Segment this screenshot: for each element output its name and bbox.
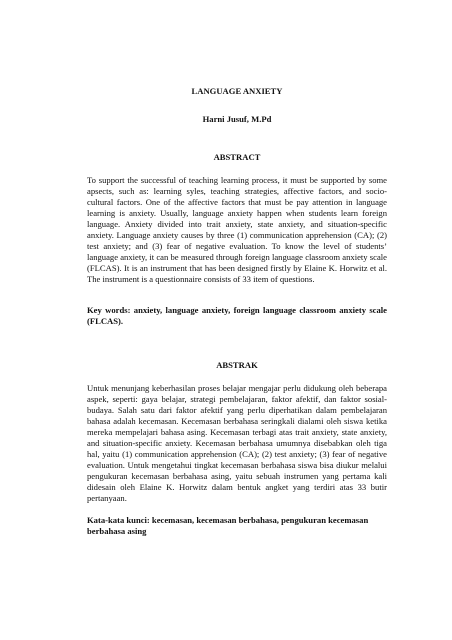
abstract-body: To support the successful of teaching learning process, it must be supported by some apsects, such as: learning syles, teaching strategies, affective factors, and socio-cultural factors. One of the affective factors that must be pay attention in language learning is anxiety. Usually, language anxiety happen when students learn foreign language. Anxiety divided into trait anxiety, state anxiety, and situation-specific anxiety. Language anxiety causes by three (1) communication apprehension (CA); (2) test anxiety; and (3) fear of negative evaluation. To know the level of students’ language anxiety, it can be measured through foreign language classroom anxiety scale (FLCAS). It is an instrument that has been designed firstly by Elaine K. Horwitz et al. The instrument is a questionnaire consists of 33 item of questions. bbox=[87, 175, 387, 284]
abstract-heading: ABSTRACT bbox=[213, 152, 261, 162]
author-name: Harni Jusuf, M.Pd bbox=[202, 114, 272, 124]
abstrak-body: Untuk menunjang keberhasilan proses belajar mengajar perlu didukung oleh beberapa aspek, seperti: gaya belajar, strategi pembelajaran, faktor afektif, dan faktor sosial-budaya. Salah satu dari faktor afektif yang perlu diperhatikan dalam pembelajaran bahasa adalah kecemasan. Kecemasan berbahasa seringkali dialami oleh siswa ketika mereka mempelajari bahasa asing. Kecemasan terbagi atas trait anxiety, state anxiety, and situation-specific anxiety. Kecemasan berbahasa umumnya disebabkan oleh tiga hal, yaitu (1) communication apprehension (CA); (2) test anxiety; (3) fear of negative evaluation. Untuk mengetahui tingkat kecemasan berbahasa siswa bisa diukur melalui pengukuran kecemasan berbahasa asing, yaitu sebuah instrumen yang pertama kali didesain oleh Elaine K. Horwitz dalam bentuk angket yang terdiri atas 33 butir pertanyaan. bbox=[87, 383, 387, 503]
keywords-english: Key words: anxiety, language anxiety, foreign language classroom anxiety scale (FLCAS). bbox=[87, 305, 387, 326]
paper-title: LANGUAGE ANXIETY bbox=[191, 86, 283, 96]
keywords-indonesian: Kata-kata kunci: kecemasan, kecemasan berbahasa, pengukuran kecemasan berbahasa asing bbox=[87, 515, 369, 536]
abstrak-heading: ABSTRAK bbox=[216, 360, 258, 370]
